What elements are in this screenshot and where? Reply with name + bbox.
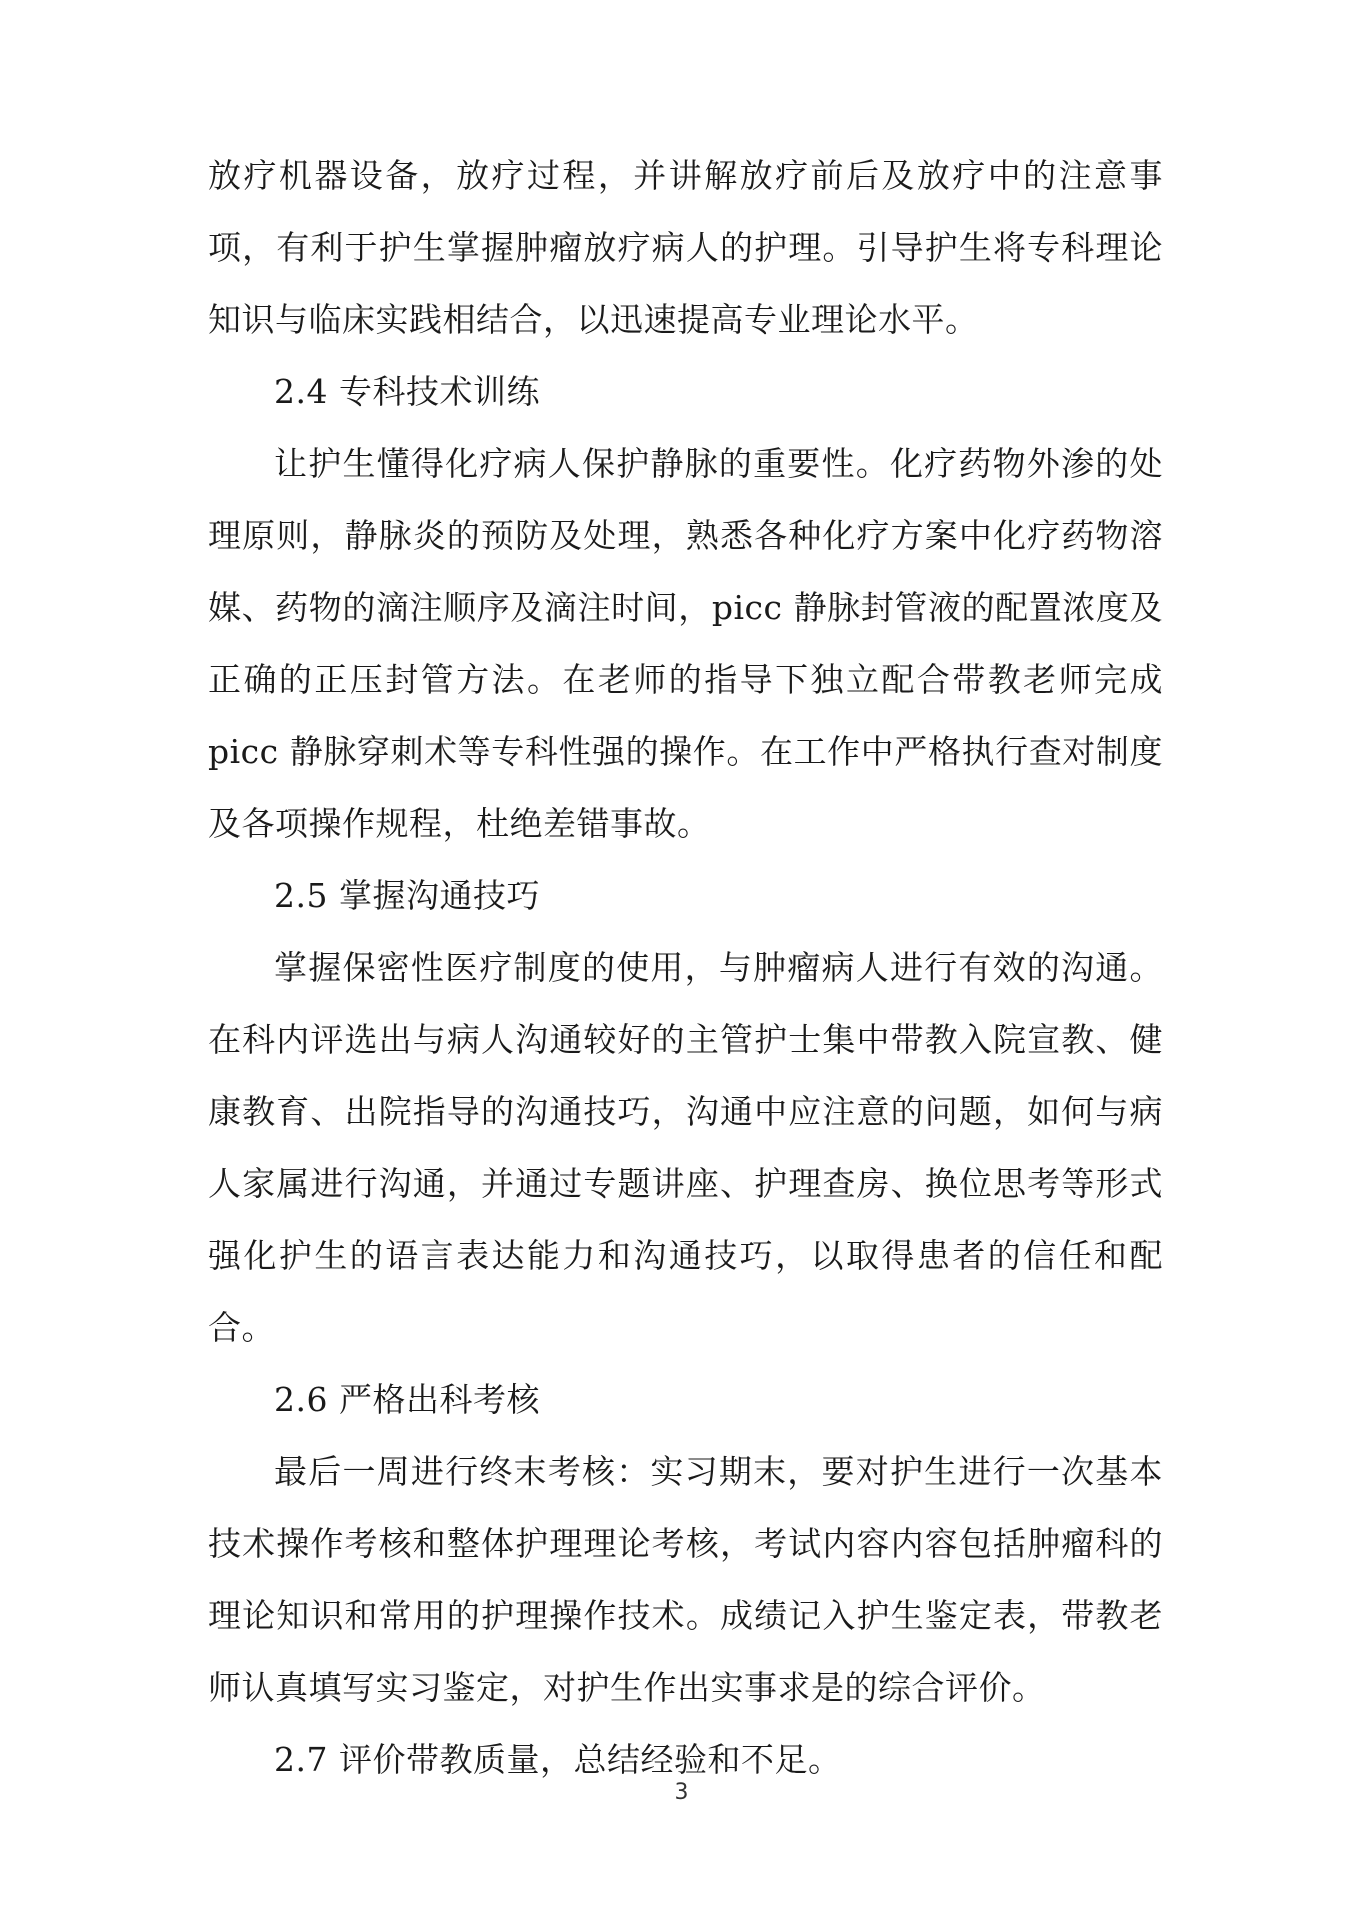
paragraph-assessment: 最后一周进行终末考核：实习期末，要对护生进行一次基本技术操作考核和整体护理理论考核，考试内容内容包括肿瘤科的理论知识和常用的护理操作技术。成绩记入护生鉴定表，带教老师认真填写实习鉴定，对护生作出实事求是的综合评价。 xyxy=(208,1452,1163,1707)
section-heading-2-4: 2.4 专科技术训练 xyxy=(274,372,540,411)
paragraph-communication: 掌握保密性医疗制度的使用，与肿瘤病人进行有效的沟通。在科内评选出与病人沟通较好的主管护士集中带教入院宣教、健康教育、出院指导的沟通技巧，沟通中应注意的问题，如何与病人家属进行沟通，并通过专题讲座、护理查房、换位思考等形式强化护生的语言表达能力和沟通技巧，以取得患者的信任和配合。 xyxy=(208,948,1163,1347)
paragraph-continuation: 放疗机器设备，放疗过程，并讲解放疗前后及放疗中的注意事项，有利于护生掌握肿瘤放疗病人的护理。引导护生将专科理论知识与临床实践相结合，以迅速提高专业理论水平。 xyxy=(208,156,1163,339)
document-body xyxy=(208,140,1163,1796)
section-heading-2-6: 2.6 严格出科考核 xyxy=(274,1380,540,1419)
paragraph-specialty-skills: 让护生懂得化疗病人保护静脉的重要性。化疗药物外渗的处理原则，静脉炎的预防及处理，熟悉各种化疗方案中化疗药物溶媒、药物的滴注顺序及滴注时间，picc 静脉封管液的配置浓度及正确的正压封管方法。在老师的指导下独立配合带教老师完成 picc 静脉穿刺术等专科性强的操作。在工作中严格执行查对制度及各项操作规程，杜绝差错事故。 xyxy=(208,444,1163,843)
section-heading-2-5: 2.5 掌握沟通技巧 xyxy=(274,876,540,915)
section-heading-2-7: 2.7 评价带教质量，总结经验和不足。 xyxy=(274,1740,842,1779)
page-number: 3 xyxy=(674,1780,689,1805)
